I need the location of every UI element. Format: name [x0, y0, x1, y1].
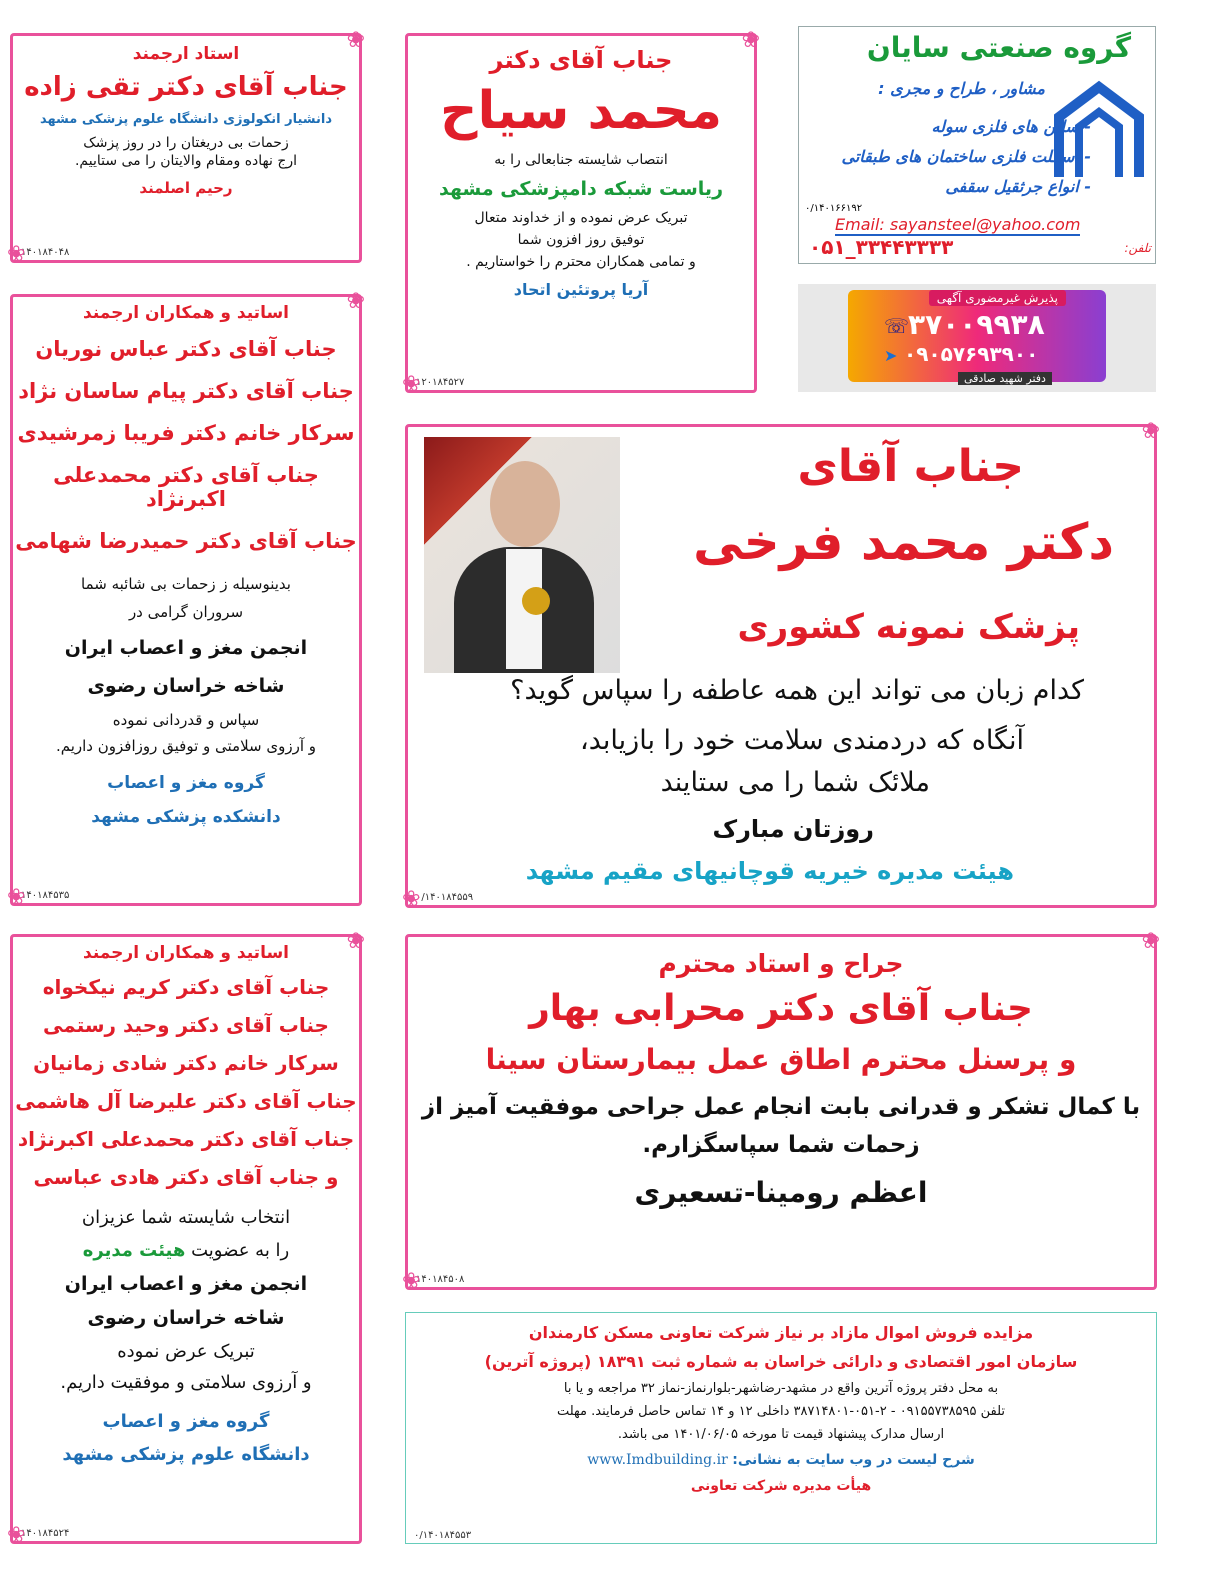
ad-line: زحمات شما سپاسگزارم. — [642, 1132, 920, 1158]
ad-name: سرکار خانم دکتر شادی زمانیان — [33, 1051, 339, 1075]
service-item: - سالن های فلزی سوله — [931, 117, 1091, 136]
auction-title: مزایده فروش اموال مازاد بر نیاز شرکت تعاونی مسکن کارمندان — [528, 1323, 1034, 1342]
auction-website-link[interactable]: www.Imdbuilding.ir — [587, 1452, 728, 1468]
ad-position: ریاست شبکه دامپزشکی مشهد — [438, 178, 724, 201]
ad-name: و جناب آقای دکتر هادی عباسی — [33, 1165, 339, 1189]
ad-signature: دانشکده پزشکی مشهد — [91, 807, 281, 827]
ad-signature: گروه مغز و اعصاب — [107, 773, 265, 793]
ad-line: کدام زبان می تواند این همه عاطفه را سپاس گوید؟ — [510, 675, 1084, 706]
ad-org: شاخه خراسان رضوی — [87, 675, 285, 697]
ad-code: ۱۴۰۱۸۴۵۰۸ — [416, 1274, 465, 1285]
ad-line: تبریک عرض نموده و از خداوند متعال — [474, 210, 688, 227]
company-title: گروه صنعتی سایان — [866, 31, 1131, 64]
ad-farrokhi — [405, 424, 1157, 908]
ad-name: دکتر محمد فرخی — [693, 513, 1114, 571]
reception-label: پذیرش غیرمضوری آگهی — [929, 290, 1066, 306]
ad-name: جناب آقای دکتر محرابی بهار — [529, 988, 1033, 1029]
ad-line: تبریک عرض نموده — [117, 1341, 255, 1362]
ad-line: ارج نهاده ومقام والایتان را می ستاییم. — [74, 153, 298, 169]
phone-icon: ☏ — [884, 314, 910, 338]
company-subtitle: مشاور ، طراح و مجری : — [878, 79, 1045, 98]
reception-phone: ۳۷۰۰۹۹۳۸ — [908, 308, 1045, 341]
ad-name: محمد سیاح — [439, 81, 723, 141]
ad-bahar — [405, 934, 1157, 1290]
ad-heading: ❀ جراح و استاد محترم — [658, 949, 904, 978]
service-item: - انواع جرثقیل سقفی — [945, 177, 1091, 196]
ad-name: جناب آقای دکتر کریم نیکخواه — [42, 975, 330, 999]
ad-line: سروران گرامی در — [128, 603, 244, 621]
ad-heading: ❀ جناب آقای دکتر — [489, 46, 673, 74]
ad-org: انجمن مغز و اعصاب ایران — [64, 637, 308, 659]
ad-greeting: روزتان مبارک — [712, 815, 874, 843]
ad-signature: آریا پروتئین اتحاد — [513, 280, 649, 300]
ad-line: انتخاب شایسته شما عزیزان — [81, 1207, 291, 1228]
ad-line: زحمات بی دریغتان را در روز پزشک — [83, 135, 289, 151]
ad-sayan — [798, 26, 1156, 264]
portrait-photo — [424, 437, 620, 673]
ad-name: جناب آقای دکتر عباس نوریان — [35, 337, 337, 361]
ad-name: جناب آقای دکتر محمدعلی اکبرنژاد — [53, 463, 319, 511]
company-email[interactable]: Email: sayansteel@yahoo.com — [835, 215, 1081, 234]
ad-name: جناب آقای دکتر محمدعلی اکبرنژاد — [17, 1127, 355, 1151]
ad-line — [13, 1240, 359, 1261]
ad-code: ۱۲۰۱۸۴۵۲۷ — [416, 377, 465, 388]
ad-line-text: را به عضویت — [191, 1240, 290, 1261]
ad-heading: ❀ استاد ارجمند — [132, 44, 240, 64]
ad-line: و آرزوی سلامتی و توفیق روزافزون داریم. — [55, 737, 317, 755]
ad-name: جناب آقای دکتر علیرضا آل هاشمی — [15, 1089, 357, 1113]
ad-name: سرکار خانم دکتر فریبا زمرشیدی — [17, 421, 355, 445]
auction-line: به محل دفتر پروژه آترین واقع در مشهد-رضاشهر-بلوارنماز-نماز ۳۲ مراجعه و یا با — [563, 1381, 999, 1396]
ad-org: شاخه خراسان رضوی — [87, 1307, 285, 1329]
ad-code: ۱۴۰۱۸۴۵۳۵ — [21, 890, 70, 901]
reception-office: دفتر شهید صادقی — [958, 372, 1052, 385]
ad-heading: ❀ اساتید و همکاران ارجمند — [83, 303, 289, 323]
ad-title: پزشک نمونه کشوری — [737, 607, 1080, 647]
ad-line: و پرسنل محترم اطاق عمل بیمارستان سینا — [485, 1043, 1077, 1076]
ad-highlight: هیئت مدیره — [82, 1240, 186, 1261]
reception-mobile: ۰۹۰۵۷۶۹۳۹۰۰ — [904, 342, 1039, 366]
ad-name: جناب آقای دکتر وحید رستمی — [43, 1013, 329, 1037]
ad-heading: ❀ اساتید و همکاران ارجمند — [83, 943, 289, 963]
ad-line: توفیق روز افزون شما — [517, 232, 645, 249]
ad-name: جناب آقای دکتر پیام ساسان نژاد — [18, 379, 354, 403]
ad-line: بدینوسیله ز زحمات بی شائبه شما — [81, 575, 291, 593]
ad-name: جناب آقای دکتر حمیدرضا شهامی — [15, 529, 357, 553]
ad-code: ۱۴۰۱۸۴۰۴۸ — [21, 247, 70, 258]
telegram-icon: ➤ — [884, 346, 898, 365]
auction-website — [406, 1452, 1156, 1468]
ad-code: ۱۴۰۱۸۴۵۲۴ — [21, 1528, 70, 1539]
ad-code: ۰/۱۴۰۱۸۴۵۵۹ — [416, 892, 474, 903]
ad-nourian — [10, 294, 362, 906]
ad-heading: ❀ جناب آقای — [797, 441, 1024, 492]
ad-code: ۰/۱۴۰۱۸۴۵۵۳ — [414, 1530, 472, 1541]
ad-line: آنگاه که دردمندی سلامت خود را بازیابد، — [580, 725, 1024, 756]
auction-website-label: شرح لیست در وب سایت به نشانی: — [732, 1452, 975, 1468]
ad-reception — [798, 284, 1156, 392]
auction-line: تلفن ۰۹۱۵۵۷۳۸۵۹۵ - ۲-۰۵۱-۳۸۷۱۴۸۰۱ داخلی ۱۲ و ۱۴ تماس حاصل فرمایند. مهلت — [556, 1404, 1006, 1419]
ad-org: انجمن مغز و اعصاب ایران — [64, 1273, 308, 1295]
service-item: - اسکلت فلزی ساختمان های طبقاتی — [841, 147, 1091, 166]
ad-signature: رحیم اصلمند — [139, 179, 233, 197]
ad-code: ۰/۱۴۰۱۶۶۱۹۲ — [805, 203, 863, 214]
phone-label: تلفن: — [1124, 241, 1151, 255]
ad-auction — [405, 1312, 1157, 1544]
ad-signature: گروه مغز و اعصاب — [102, 1411, 270, 1432]
ad-title: دانشیار انکولوژی دانشگاه علوم پزشکی مشهد — [39, 112, 333, 127]
ad-line: و آرزوی سلامتی و موفقیت داریم. — [60, 1372, 312, 1393]
ad-name: جناب آقای دکتر تقی زاده — [24, 72, 348, 102]
ad-line: انتصاب شایسته جنابعالی را به — [494, 152, 668, 169]
company-phone: ۰۵۱_۳۳۴۴۳۳۳۳ — [809, 235, 954, 259]
ad-line: سپاس و قدردانی نموده — [112, 711, 260, 729]
ad-taghizadeh — [10, 33, 362, 263]
auction-line: ارسال مدارک پیشنهاد قیمت تا مورخه ۱۴۰۱/۰۶/۰۵ می باشد. — [617, 1427, 945, 1442]
auction-title: سازمان امور اقتصادی و دارائی خراسان به شماره ثبت ۱۸۳۹۱ (پروژه آترین) — [484, 1352, 1078, 1371]
ad-line: ملائک شما را می ستایند — [660, 767, 930, 798]
ad-line: و تمامی همکاران محترم را خواستاریم . — [466, 254, 696, 271]
ad-sayah — [405, 33, 757, 393]
ad-nikkhah — [10, 934, 362, 1544]
ad-signature: هیئت مدیره خیریه قوچانیهای مقیم مشهد — [525, 857, 1014, 885]
ad-signature: اعظم رومینا-تسعیری — [634, 1176, 928, 1209]
ad-signature: دانشگاه علوم پزشکی مشهد — [62, 1444, 310, 1465]
ad-line: با کمال تشکر و قدرانی بابت انجام عمل جراحی موفقیت آمیز از — [421, 1094, 1141, 1120]
ad-signature: هیأت مدیره شرکت تعاونی — [690, 1478, 872, 1494]
